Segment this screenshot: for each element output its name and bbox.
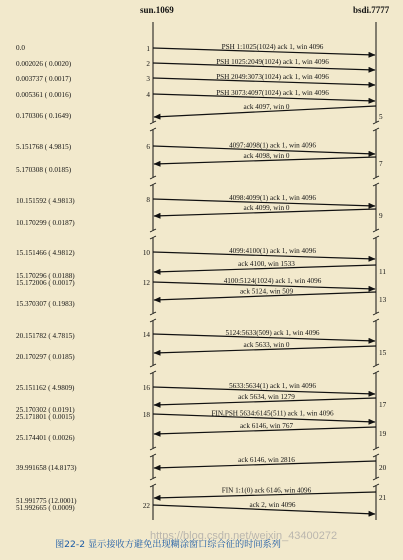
segment-time: 5.151768 ( 4.9815)	[16, 143, 72, 151]
segment-label: ack 5633, win 0	[243, 341, 290, 349]
segment-number: 6	[146, 143, 150, 151]
left-lifeline-break	[150, 121, 156, 131]
segment-label: 5633:5634(1) ack 1, win 4096	[229, 382, 316, 390]
segment-number: 1	[146, 45, 150, 53]
segment-label: ack 4097, win 0	[243, 103, 290, 111]
segment-number: 5	[379, 113, 383, 121]
segment-number: 21	[379, 494, 387, 502]
segment-number: 12	[142, 279, 150, 287]
segment-number: 17	[379, 401, 387, 409]
segment-row	[16, 487, 387, 506]
segment-label: ack 2, win 4096	[249, 501, 296, 509]
segment-time: 20.170297 ( 0.0185)	[16, 353, 75, 361]
segment-row	[16, 288, 387, 309]
segment-number: 9	[379, 212, 383, 220]
segment-label: FIN,PSH 5634:6145(511) ack 1, win 4096	[211, 409, 334, 418]
segment-row	[16, 277, 375, 289]
segment-label: ack 6146, win 767	[239, 422, 294, 430]
segment-row	[16, 103, 383, 121]
segment-time: 39.991658 (14.8173)	[16, 464, 77, 472]
segment-time: 10.151592 ( 4.9813)	[16, 197, 75, 205]
right-lifeline-break	[373, 364, 379, 374]
segment-row	[16, 58, 375, 70]
watermark: https://blog.csdn.net/weixin_43400272	[150, 530, 338, 542]
segment-label: 5124:5633(509) ack 1, win 4096	[225, 329, 320, 337]
left-lifeline-break	[150, 477, 156, 487]
segment-row	[16, 329, 375, 341]
left-lifeline-break	[150, 364, 156, 374]
left-lifeline-break	[150, 312, 156, 322]
right-lifeline-break	[373, 447, 379, 457]
segment-row	[16, 341, 387, 361]
segment-time: 0.005361 ( 0.0016)	[16, 91, 72, 99]
segment-label: 4099:4100(1) ack 1, win 4096	[229, 247, 316, 255]
segment-label: 4097:4098(1) ack 1, win 4096	[229, 141, 316, 150]
segment-number: 3	[146, 75, 150, 83]
segment-label: PSH 2049:3073(1024) ack 1, win 4096	[216, 73, 329, 81]
segment-number: 19	[379, 430, 387, 438]
segment-number: 10	[142, 249, 150, 257]
segment-time: 20.151782 ( 4.7815)	[16, 332, 75, 340]
segment-number: 11	[379, 268, 386, 276]
segment-time: 15.170296 ( 0.0188)	[16, 272, 75, 280]
segment-number: 13	[379, 296, 387, 304]
segment-time: 51.991775 (12.0001)	[16, 497, 77, 505]
left-lifeline-break	[150, 447, 156, 457]
segment-time: 25.174401 ( 0.0026)	[16, 434, 75, 442]
segment-rows	[16, 43, 387, 514]
segment-number: 14	[142, 331, 150, 339]
segment-row	[16, 73, 375, 85]
segment-label: 4100:5124(1024) ack 1, win 4096	[223, 277, 322, 285]
segment-time: 25.170302 ( 0.0191)	[16, 406, 75, 414]
segment-label: ack 4099, win 0	[243, 204, 290, 212]
segment-label: PSH 1:1025(1024) ack 1, win 4096	[221, 43, 324, 51]
left-lifeline-break	[150, 229, 156, 239]
segment-number: 15	[379, 349, 387, 357]
segment-row	[16, 247, 375, 259]
segment-label: ack 5634, win 1279	[238, 393, 295, 401]
segment-row	[16, 456, 387, 472]
segment-row	[16, 194, 375, 206]
segment-label: ack 6146, win 2816	[238, 456, 295, 464]
left-lifeline-break	[150, 176, 156, 186]
segment-number: 8	[146, 196, 150, 204]
segment-label: FIN 1:1(0) ack 6146, win 4096	[221, 486, 312, 495]
segment-time: 25.151162 ( 4.9809)	[16, 384, 75, 392]
segment-number: 22	[142, 502, 150, 510]
segment-time: 25.171801 ( 0.0015)	[16, 413, 75, 421]
figure-caption: 图22-2 显示接收方避免出现糊涂窗口综合征的时间系列	[55, 539, 281, 550]
segment-label: PSH 3073:4097(1024) ack 1, win 4096	[216, 89, 329, 97]
segment-label: PSH 1025:2049(1024) ack 1, win 4096	[216, 58, 329, 66]
right-host-label: bsdi.7777	[353, 5, 390, 15]
segment-time: 0.002026 ( 0.0020)	[16, 60, 72, 68]
segment-number: 4	[146, 91, 150, 99]
segment-row	[16, 152, 383, 174]
segment-time: 5.170308 ( 0.0185)	[16, 166, 72, 174]
segment-row	[16, 422, 387, 442]
segment-number: 20	[379, 464, 387, 472]
segment-row	[16, 204, 383, 227]
right-lifeline-break	[373, 121, 379, 131]
segment-number: 7	[379, 160, 383, 168]
segment-label: ack 4100, win 1533	[238, 260, 295, 268]
segment-label: ack 5124, win 509	[239, 287, 294, 296]
right-lifeline-break	[373, 176, 379, 186]
right-lifeline-break	[373, 312, 379, 322]
segment-time: 0.003737 ( 0.0017)	[16, 75, 72, 83]
segment-row	[16, 260, 386, 280]
segment-row	[16, 89, 375, 101]
segment-number: 18	[142, 411, 150, 419]
segment-time: 15.172006 ( 0.0017)	[16, 279, 75, 287]
segment-time: 15.151466 ( 4.9812)	[16, 249, 75, 257]
segment-time: 15.370307 ( 0.1983)	[16, 300, 75, 308]
segment-time: 0.0	[16, 44, 25, 52]
segment-number: 2	[146, 60, 150, 68]
right-lifeline-break	[373, 229, 379, 239]
segment-row	[16, 43, 375, 55]
right-lifeline-break	[373, 477, 379, 487]
segment-label: ack 4098, win 0	[243, 152, 290, 160]
segment-number: 16	[142, 384, 150, 392]
segment-time: 10.170299 ( 0.0187)	[16, 219, 75, 227]
segment-row	[16, 142, 375, 155]
segment-time: 0.170306 ( 0.1649)	[16, 112, 72, 120]
left-host-label: sun.1069	[140, 5, 174, 15]
segment-time: 51.992665 ( 0.0009)	[16, 504, 75, 512]
segment-label: 4098:4099(1) ack 1, win 4096	[229, 194, 316, 202]
segment-row	[16, 382, 375, 394]
